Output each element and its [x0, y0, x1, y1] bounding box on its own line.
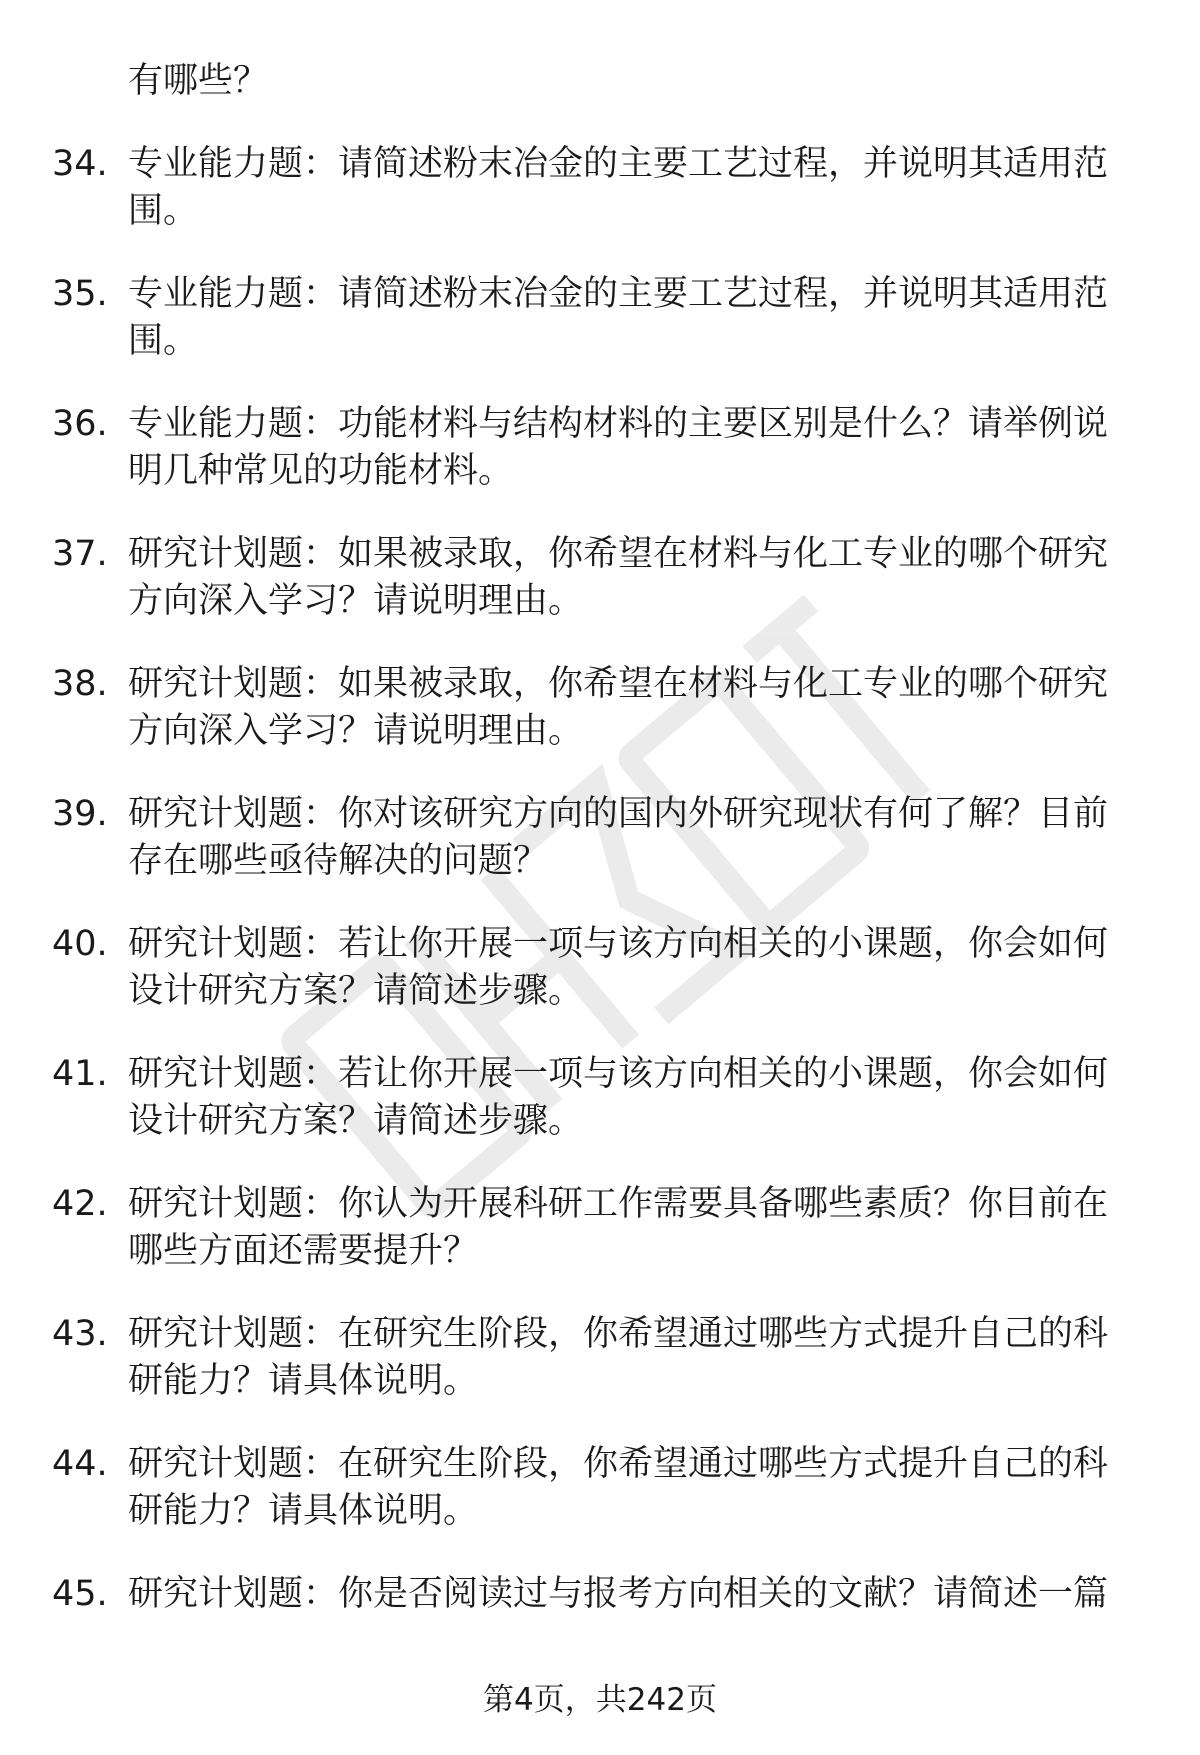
question-number: 36.	[52, 404, 108, 444]
question-item	[0, 791, 1200, 885]
question-number: 43.	[52, 1314, 108, 1354]
question-text: 研究计划题：若让你开展一项与该方向相关的小课题，你会如何设计研究方案？请简述步骤。	[128, 924, 1109, 1011]
question-text: 研究计划题：在研究生阶段，你希望通过哪些方式提升自己的科研能力？请具体说明。	[128, 1444, 1109, 1531]
question-content	[0, 58, 1200, 1654]
question-item	[0, 661, 1200, 755]
question-number: 34.	[52, 144, 108, 184]
question-text: 研究计划题：你对该研究方向的国内外研究现状有何了解？目前存在哪些亟待解决的问题？	[128, 794, 1109, 881]
question-item	[0, 1181, 1200, 1275]
question-item	[0, 1051, 1200, 1145]
question-text: 专业能力题：请简述粉末冶金的主要工艺过程，并说明其适用范围。	[128, 274, 1109, 361]
question-number: 44.	[52, 1444, 108, 1484]
question-text: 研究计划题：你是否阅读过与报考方向相关的文献？请简述一篇	[128, 1574, 1109, 1614]
question-item	[0, 401, 1200, 495]
question-item	[0, 141, 1200, 235]
question-text: 专业能力题：请简述粉末冶金的主要工艺过程，并说明其适用范围。	[128, 144, 1109, 231]
question-text: 研究计划题：若让你开展一项与该方向相关的小课题，你会如何设计研究方案？请简述步骤。	[128, 1054, 1109, 1141]
question-text: 专业能力题：功能材料与结构材料的主要区别是什么？请举例说明几种常见的功能材料。	[128, 404, 1109, 491]
question-number: 37.	[52, 534, 108, 574]
page-footer: 第4页，共242页	[483, 1682, 717, 1718]
question-number: 35.	[52, 274, 108, 314]
question-item	[0, 1441, 1200, 1535]
question-text: 研究计划题：你认为开展科研工作需要具备哪些素质？你目前在哪些方面还需要提升？	[128, 1184, 1109, 1271]
question-number: 38.	[52, 664, 108, 704]
question-item	[0, 921, 1200, 1015]
question-item	[0, 1571, 1200, 1618]
continuation-text: 有哪些？	[128, 61, 269, 101]
question-text: 研究计划题：如果被录取，你希望在材料与化工专业的哪个研究方向深入学习？请说明理由。	[128, 534, 1109, 621]
question-number: 40.	[52, 924, 108, 964]
question-number: 41.	[52, 1054, 108, 1094]
question-item	[0, 1311, 1200, 1405]
question-number: 42.	[52, 1184, 108, 1224]
question-number: 39.	[52, 794, 108, 834]
question-text: 研究计划题：如果被录取，你希望在材料与化工专业的哪个研究方向深入学习？请说明理由。	[128, 664, 1109, 751]
question-item	[0, 531, 1200, 625]
question-list	[0, 141, 1200, 1618]
question-text: 研究计划题：在研究生阶段，你希望通过哪些方式提升自己的科研能力？请具体说明。	[128, 1314, 1109, 1401]
question-number: 45.	[52, 1574, 108, 1614]
question-item	[0, 271, 1200, 365]
